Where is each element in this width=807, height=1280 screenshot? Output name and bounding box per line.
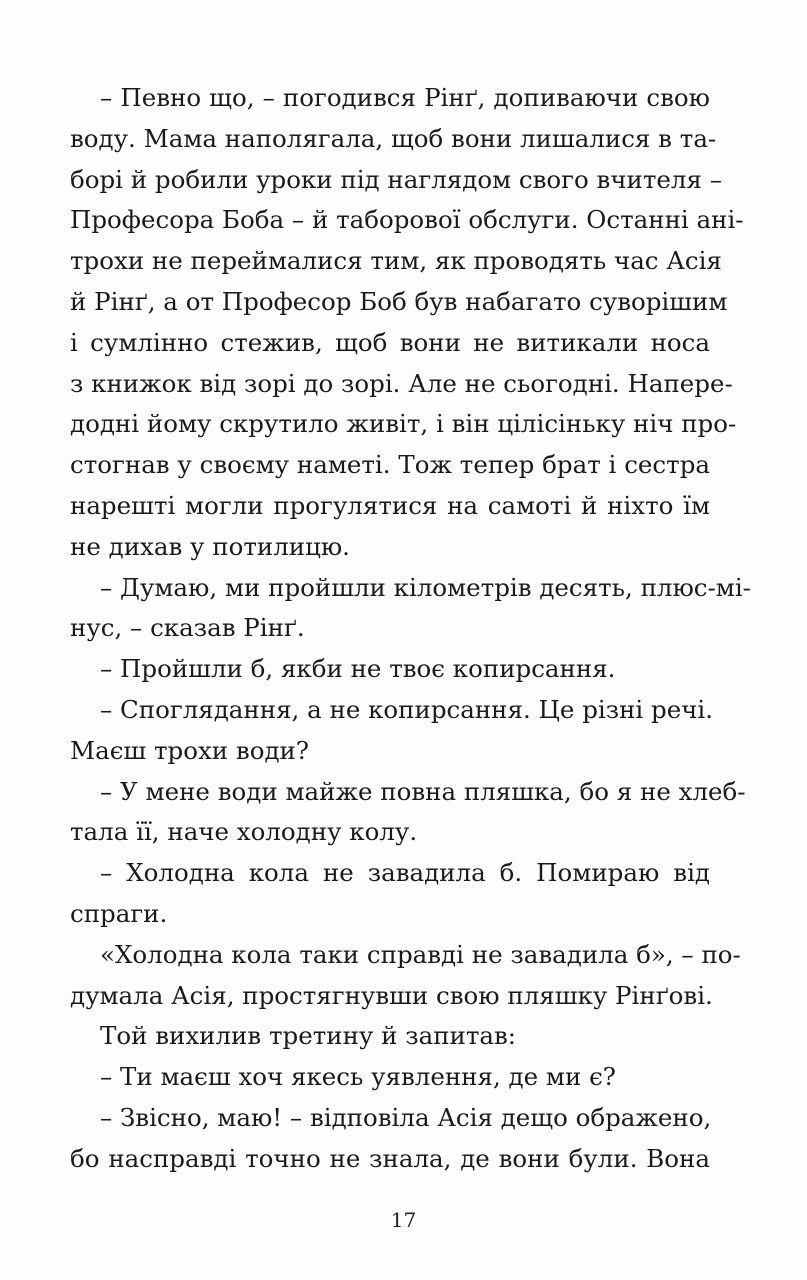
text-line: думала Асія, простягнувши свою пляшку Рінґові. [70,980,713,1010]
text-line: бо насправді точно не знала, де вони були. Вона [70,1143,710,1173]
text-line: – У мене води майже повна пляшка, бо я не хлеб- [100,776,746,806]
paragraph [70,1098,710,1180]
text-line: з книжок від зорі до зорі. Але не сьогодні. Напере- [70,368,733,398]
text-line: нарешті могли прогулятися на самоті й ніхто їм [70,490,710,520]
paragraph [70,935,741,1017]
text-line: і сумлінно стежив, щоб вони не витикали носа [70,327,710,357]
paragraph [70,78,744,568]
text-line: не дихав у потилицю. [70,531,350,561]
paragraph [70,1016,710,1057]
text-line: – Споглядання, а не копирсання. Це різні речі. [100,694,714,724]
text-line: Професора Боба – й таборової обслуги. Останні ані- [70,205,744,235]
paragraph [70,1057,710,1098]
paragraph [70,649,710,690]
text-line: – Холодна кола не завадила б. Помираю від [100,858,710,888]
text-line: воду. Мама наполягала, щоб вони лишалися в та- [70,123,717,153]
text-line: й Рінґ, а от Професор Боб був набагато суворішим [70,286,728,316]
paragraph [70,853,710,935]
text-line: нус, – сказав Рінґ. [70,613,305,643]
body-text [70,78,751,1180]
text-line: «Холодна кола таки справді не завадила б», – по- [100,939,741,969]
text-line: Той вихилив третину й запитав: [100,1021,517,1051]
text-line: – Думаю, ми пройшли кілометрів десять, плюс-мі- [100,572,751,602]
paragraph [70,568,751,650]
page-number: 17 [390,1208,417,1232]
text-line: тала її, наче холодну колу. [70,817,418,847]
text-line: – Певно що, – погодився Рінґ, допиваючи свою [100,83,710,112]
text-line: – Ти маєш хоч якесь уявлення, де ми є? [100,1062,616,1092]
text-line: – Пройшли б, якби не твоє копирсання. [100,654,616,684]
paragraph [70,690,714,772]
text-line: спраги. [70,898,168,928]
text-line: трохи не переймалися тим, як проводять час Асія [70,246,722,276]
text-line: стогнав у своєму наметі. Тож тепер брат і сестра [70,450,710,480]
text-line: додні йому скрутило живіт, і він цілісіньку ніч про- [70,409,737,439]
text-line: – Звісно, маю! – відповіла Асія дещо ображено, [100,1102,712,1132]
paragraph [70,772,746,854]
text-line: Маєш трохи води? [70,735,309,765]
text-line: борі й робили уроки під наглядом свого вчителя – [70,164,722,194]
